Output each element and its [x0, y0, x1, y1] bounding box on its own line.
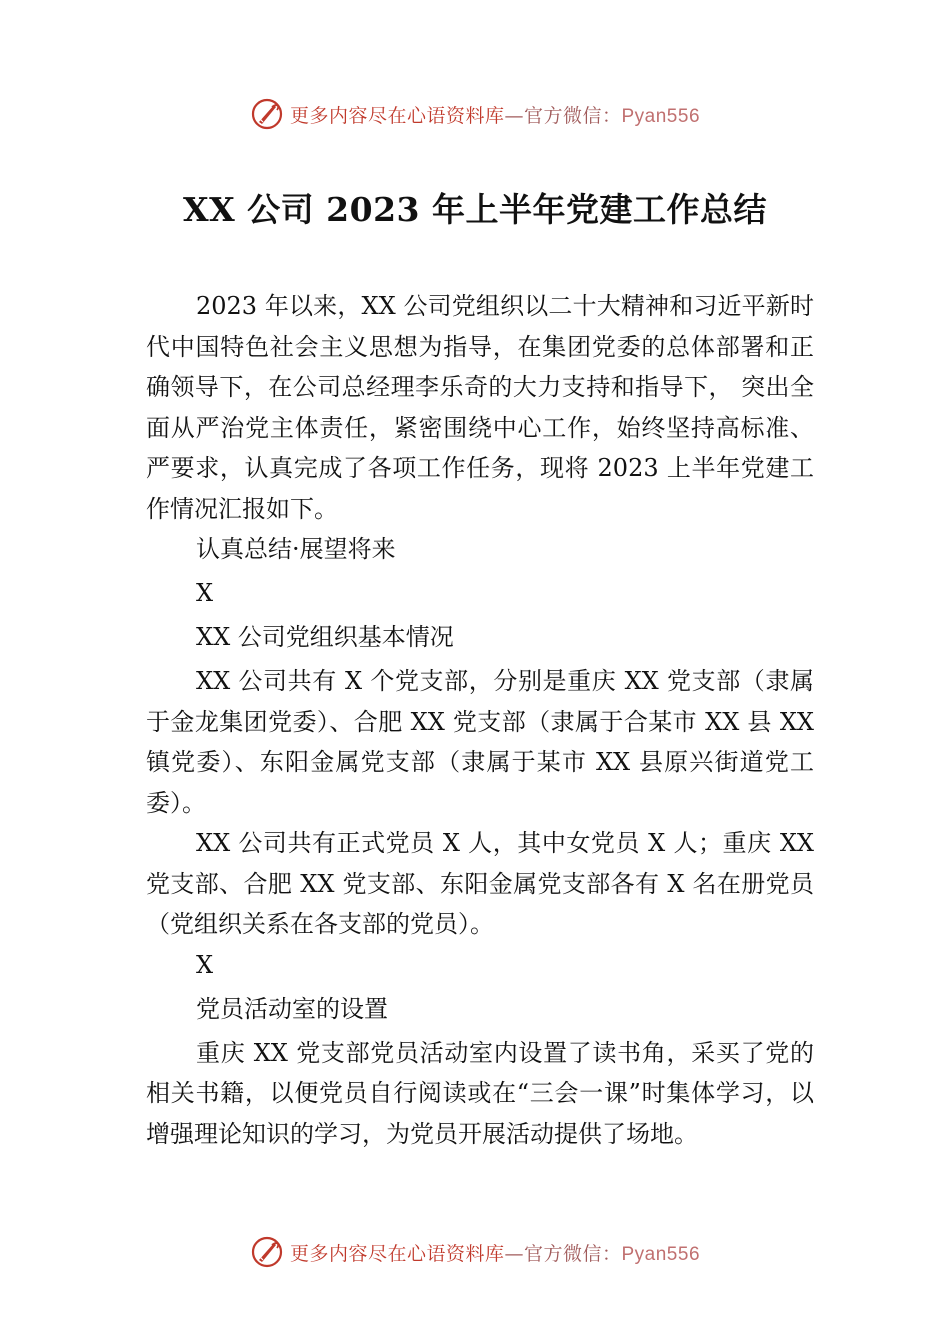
document-body: [146, 286, 814, 1154]
quill-pen-logo-icon: [250, 1235, 284, 1269]
section-heading: 认真总结·展望将来: [196, 535, 396, 563]
quill-pen-logo-icon: [250, 97, 284, 131]
section-heading: X: [196, 950, 214, 979]
watermark-header: [0, 94, 950, 134]
section-heading: X: [196, 579, 214, 607]
section-heading: XX 公司党组织基本情况: [196, 623, 454, 651]
body-paragraph: 重庆 XX 党支部党员活动室内设置了读书角，采买了党的相关书籍，以便党员自行阅读或在“三会一课”时集体学习，以增强理论知识的学习，为党员开展活动提供了场地。: [146, 1038, 814, 1148]
document-title: XX 公司 2023 年上半年党建工作总结: [182, 190, 768, 229]
watermark-text: 更多内容尽在心语资料库—官方微信：Pyan556: [289, 1242, 701, 1265]
watermark-text: 更多内容尽在心语资料库—官方微信：Pyan556: [289, 104, 701, 127]
watermark-footer: [0, 1232, 950, 1272]
body-paragraph: XX 公司共有 X 个党支部，分别是重庆 XX 党支部（隶属于金龙集团党委）、合肥 XX 党支部（隶属于合某市 XX 县 XX 镇党委）、东阳金属党支部（隶属于某市 XX 县原兴街道党工委）。: [146, 667, 814, 817]
body-paragraph: 2023 年以来，XX 公司党组织以二十大精神和习近平新时代中国特色社会主义思想为指导，在集团党委的总体部署和正确领导下，在公司总经理李乐奇的大力支持和指导下， 突出全面从严治党主体责任，紧密围绕中心工作，始终坚持高标准、严要求，认真完成了各项工作任务，现将 2023 上半年党建工作情况汇报如下。: [146, 292, 814, 523]
body-paragraph: XX 公司共有正式党员 X 人，其中女党员 X 人；重庆 XX 党支部、合肥 XX 党支部、东阳金属党支部各有 X 名在册党员（党组织关系在各支部的党员）。: [146, 829, 814, 938]
section-heading: 党员活动室的设置: [196, 994, 388, 1023]
